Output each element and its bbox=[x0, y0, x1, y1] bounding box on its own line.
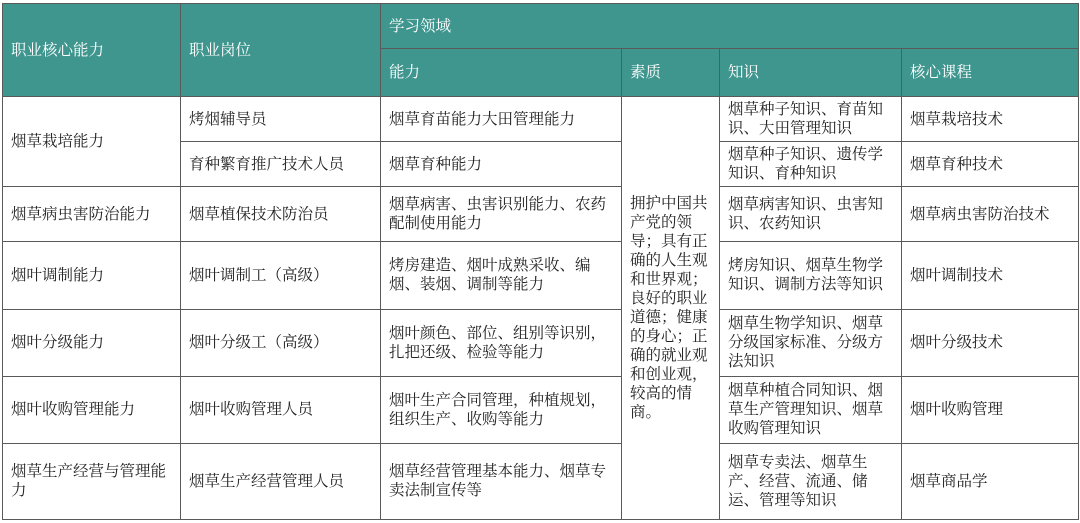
knowledge-cell: 烟草种植合同知识、烟草生产管理知识、烟草收购管理知识 bbox=[720, 376, 902, 443]
competency-cell: 烟草栽培能力 bbox=[3, 97, 181, 187]
ability-cell: 烟草育苗能力大田管理能力 bbox=[381, 97, 622, 142]
course-cell: 烟草栽培技术 bbox=[902, 97, 1079, 142]
header-learning-domain: 学习领域 bbox=[381, 4, 1079, 49]
competency-cell: 烟叶分级能力 bbox=[3, 309, 181, 376]
header-ability: 能力 bbox=[381, 49, 622, 97]
ability-cell: 烟草育种能力 bbox=[381, 142, 622, 187]
course-cell: 烟草商品学 bbox=[902, 443, 1079, 519]
ability-cell: 烟叶生产合同管理，种植规划，组织生产、收购等能力 bbox=[381, 376, 622, 443]
table-row bbox=[3, 309, 1079, 376]
course-cell: 烟叶分级技术 bbox=[902, 309, 1079, 376]
position-cell: 烟草生产经营管理人员 bbox=[181, 443, 381, 519]
competency-cell: 烟叶收购管理能力 bbox=[3, 376, 181, 443]
competency-cell: 烟叶调制能力 bbox=[3, 242, 181, 309]
ability-cell: 烟草经营管理基本能力、烟草专卖法制宣传等 bbox=[381, 443, 622, 519]
course-cell: 烟叶收购管理 bbox=[902, 376, 1079, 443]
knowledge-cell: 烟草种子知识、育苗知识、大田管理知识 bbox=[720, 97, 902, 142]
header-competency: 职业核心能力 bbox=[3, 4, 181, 97]
header-position: 职业岗位 bbox=[181, 4, 381, 97]
course-cell: 烟草病虫害防治技术 bbox=[902, 187, 1079, 242]
knowledge-cell: 烟草专卖法、烟草生产、经营、流通、储运、管理等知识 bbox=[720, 443, 902, 519]
ability-cell: 烤房建造、烟叶成熟采收、编烟、装烟、调制等能力 bbox=[381, 242, 622, 309]
table-row bbox=[3, 242, 1079, 309]
position-cell: 烟叶收购管理人员 bbox=[181, 376, 381, 443]
knowledge-cell: 烟草生物学知识、烟草分级国家标准、分级方法知识 bbox=[720, 309, 902, 376]
table-row bbox=[3, 376, 1079, 443]
position-cell: 烤烟辅导员 bbox=[181, 97, 381, 142]
header-knowledge: 知识 bbox=[720, 49, 902, 97]
course-cell: 烟草育种技术 bbox=[902, 142, 1079, 187]
ability-cell: 烟叶颜色、部位、组别等识别，扎把还级、检验等能力 bbox=[381, 309, 622, 376]
header-row-1 bbox=[3, 4, 1079, 49]
ability-cell: 烟草病害、虫害识别能力、农药配制使用能力 bbox=[381, 187, 622, 242]
position-cell: 育种繁育推广技术人员 bbox=[181, 142, 381, 187]
header-course: 核心课程 bbox=[902, 49, 1079, 97]
position-cell: 烟叶调制工（高级） bbox=[181, 242, 381, 309]
table-row bbox=[3, 443, 1079, 519]
position-cell: 烟叶分级工（高级） bbox=[181, 309, 381, 376]
competency-cell: 烟草病虫害防治能力 bbox=[3, 187, 181, 242]
knowledge-cell: 烤房知识、烟草生物学知识、调制方法等知识 bbox=[720, 242, 902, 309]
knowledge-cell: 烟草种子知识、遗传学知识、育种知识 bbox=[720, 142, 902, 187]
competency-cell: 烟草生产经营与管理能力 bbox=[3, 443, 181, 519]
table-row bbox=[3, 187, 1079, 242]
quality-cell: 拥护中国共产党的领导；具有正确的人生观和世界观；良好的职业道德；健康的身心；正确的就业观和创业观，较高的情商。 bbox=[622, 97, 720, 520]
position-cell: 烟草植保技术防治员 bbox=[181, 187, 381, 242]
knowledge-cell: 烟草病害知识、虫害知识、农药知识 bbox=[720, 187, 902, 242]
table-row bbox=[3, 97, 1079, 142]
curriculum-table bbox=[2, 3, 1079, 520]
header-quality: 素质 bbox=[622, 49, 720, 97]
course-cell: 烟叶调制技术 bbox=[902, 242, 1079, 309]
